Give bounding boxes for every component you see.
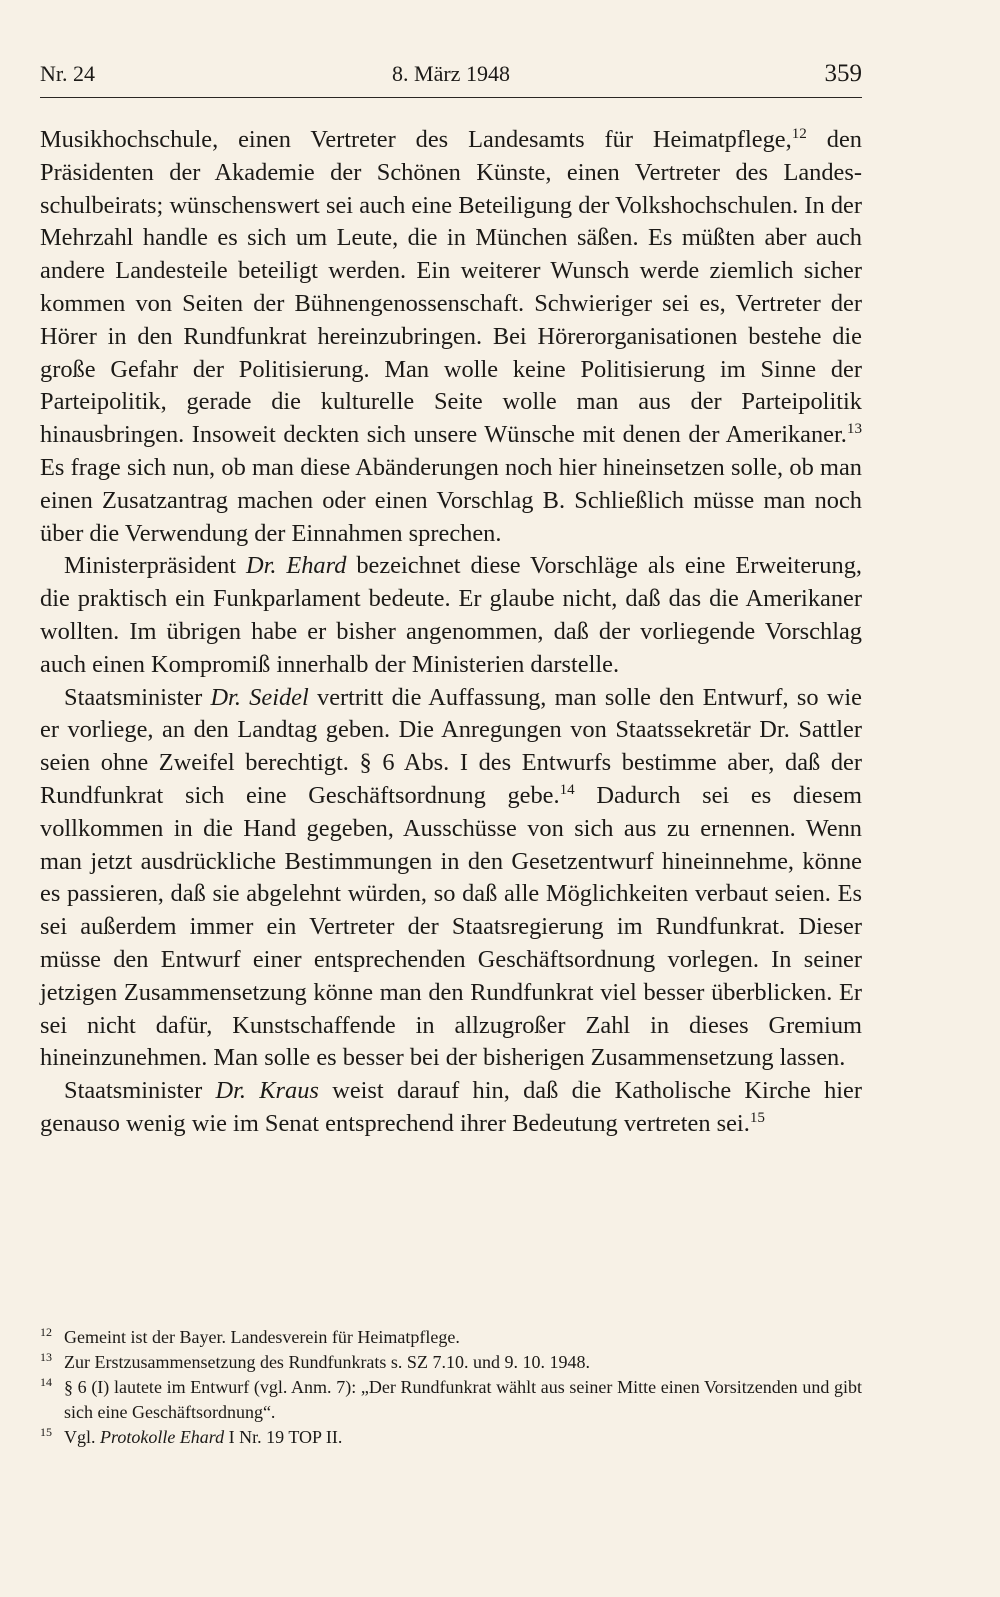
- footnote-number: 12: [40, 1325, 52, 1339]
- header-date: 8. März 1948: [392, 61, 510, 86]
- footnotes: [40, 1325, 862, 1450]
- header-rule: [40, 97, 862, 98]
- text-run: Staatsminister: [64, 683, 211, 711]
- text-run: Vgl.: [64, 1427, 100, 1447]
- footnote: [40, 1325, 862, 1350]
- text-run: Ministerpräsident: [64, 552, 246, 580]
- text-run: den Präsidenten der Akademie der Schönen Künste, einen Vertreter des Landesschulbeirats; wünschenswert sei auch eine Beteiligung der Volkshochschulen. In der Mehrzahl handle es sich um Leute, die in München säßen. Es müßten aber auch andere Landesteile beteiligt werden. Ein weiterer Wunsch werde ziemlich sicher kommen von Seiten der Bühnengenossenschaft. Schwieriger sei es, Vertreter der Hörer in den Rundfunkrat hereinzubringen. Bei Hörerorganisationen bestehe die große Gefahr der Politisierung. Man wolle keine Politisierung im Sinne der Parteipolitik, gerade die kulturelle Seite wolle man aus der Parteipolitik hinausbringen. Insoweit deckten sich unsere Wünsche mit denen der Amerikaner.: [40, 126, 862, 449]
- paragraph: [40, 682, 862, 1076]
- speaker-name: Dr. Seidel: [210, 683, 309, 711]
- paragraph: [40, 1075, 862, 1141]
- footnote: [40, 1375, 862, 1425]
- footnote-marker: 15: [749, 1109, 765, 1126]
- footnote: [40, 1425, 862, 1450]
- text-run: § 6 (I) lautete im Entwurf (vgl. Anm. 7): „Der Rundfunkrat wählt aus seiner Mitte einen Vorsitzenden und gibt sich eine Geschäftsordnung“.: [64, 1377, 862, 1422]
- text-run: Gemeint ist der Bayer. Landesverein für Heimatpflege.: [64, 1327, 460, 1347]
- footnote-number: 15: [40, 1425, 52, 1439]
- footnote-marker: 12: [791, 125, 807, 142]
- body-text: [40, 124, 862, 1141]
- text-run: Musikhochschule, einen Vertreter des Landesamts für Heimatpflege,: [40, 126, 792, 153]
- footnote-marker: 14: [559, 781, 575, 798]
- text-run: I Nr. 19 TOP II.: [224, 1427, 343, 1447]
- text-run: Dadurch sei es diesem vollkommen in die Hand gegeben, Ausschüsse von sich aus zu ernennen. Wenn man jetzt ausdrückliche Bestimmungen in den Gesetzentwurf hineinnehme, könne es passieren, daß sie abgelehnt würden, so daß alle Möglichkeiten verbaut seien. Es sei außerdem immer ein Vertreter der Staatsregierung im Rundfunkrat. Dieser müsse den Entwurf einer entsprechenden Geschäftsordnung vorlegen. In seiner jetzigen Zusammensetzung könne man den Rundfunkrat viel besser überblicken. Er sei nicht dafür, Kunstschaffende in allzugroßer Zahl in dieses Gremium hineinzunehmen. Man solle es besser bei der bisherigen Zusammensetzung lassen.: [40, 781, 862, 1072]
- page-number: 359: [824, 60, 862, 87]
- speaker-name: Dr. Ehard: [245, 552, 347, 580]
- paragraph: [40, 124, 862, 550]
- speaker-name: Protokolle Ehard: [100, 1427, 225, 1447]
- text-run: vertritt die Auffassung, man solle den Entwurf, so wie er vorliege, an den Landtag geben. Die Anregungen von Staatssekretär Dr. Sattler seien ohne Zweifel berechtigt. § 6 Abs. I des Entwurfs bestimme aber, daß der Rundfunkrat sich eine Geschäftsordnung gebe.: [40, 683, 862, 809]
- footnote: [40, 1350, 862, 1375]
- text-run: Es frage sich nun, ob man diese Abänderungen noch hier hineinsetzen solle, ob man einen Zusatzantrag machen oder einen Vorschlag B. Schließlich müsse man noch über die Verwendung der Einnahmen sprechen.: [40, 453, 862, 547]
- text-run: weist darauf hin, daß die Katholische Kirche hier genauso wenig wie im Senat entsprechend ihrer Bedeutung vertreten sei.: [40, 1077, 862, 1137]
- paragraph: [40, 550, 862, 681]
- footnote-number: 13: [40, 1350, 52, 1364]
- running-header: [40, 60, 862, 100]
- footnote-number: 14: [40, 1375, 52, 1389]
- speaker-name: Dr. Kraus: [215, 1077, 319, 1105]
- issue-number: Nr. 24: [40, 61, 95, 86]
- footnote-marker: 13: [846, 421, 862, 438]
- text-run: Staatsminister: [64, 1077, 216, 1105]
- text-run: bezeichnet diese Vorschläge als eine Erweiterung, die praktisch ein Funkparlament bedeute. Er glaube nicht, daß das die Amerikaner wollten. Im übrigen habe er bisher angenommen, daß der vorliegende Vorschlag auch einen Kompromiß innerhalb der Ministerien darstelle.: [40, 552, 862, 678]
- text-run: Zur Erstzusammensetzung des Rundfunkrats s. SZ 7.10. und 9. 10. 1948.: [64, 1352, 590, 1372]
